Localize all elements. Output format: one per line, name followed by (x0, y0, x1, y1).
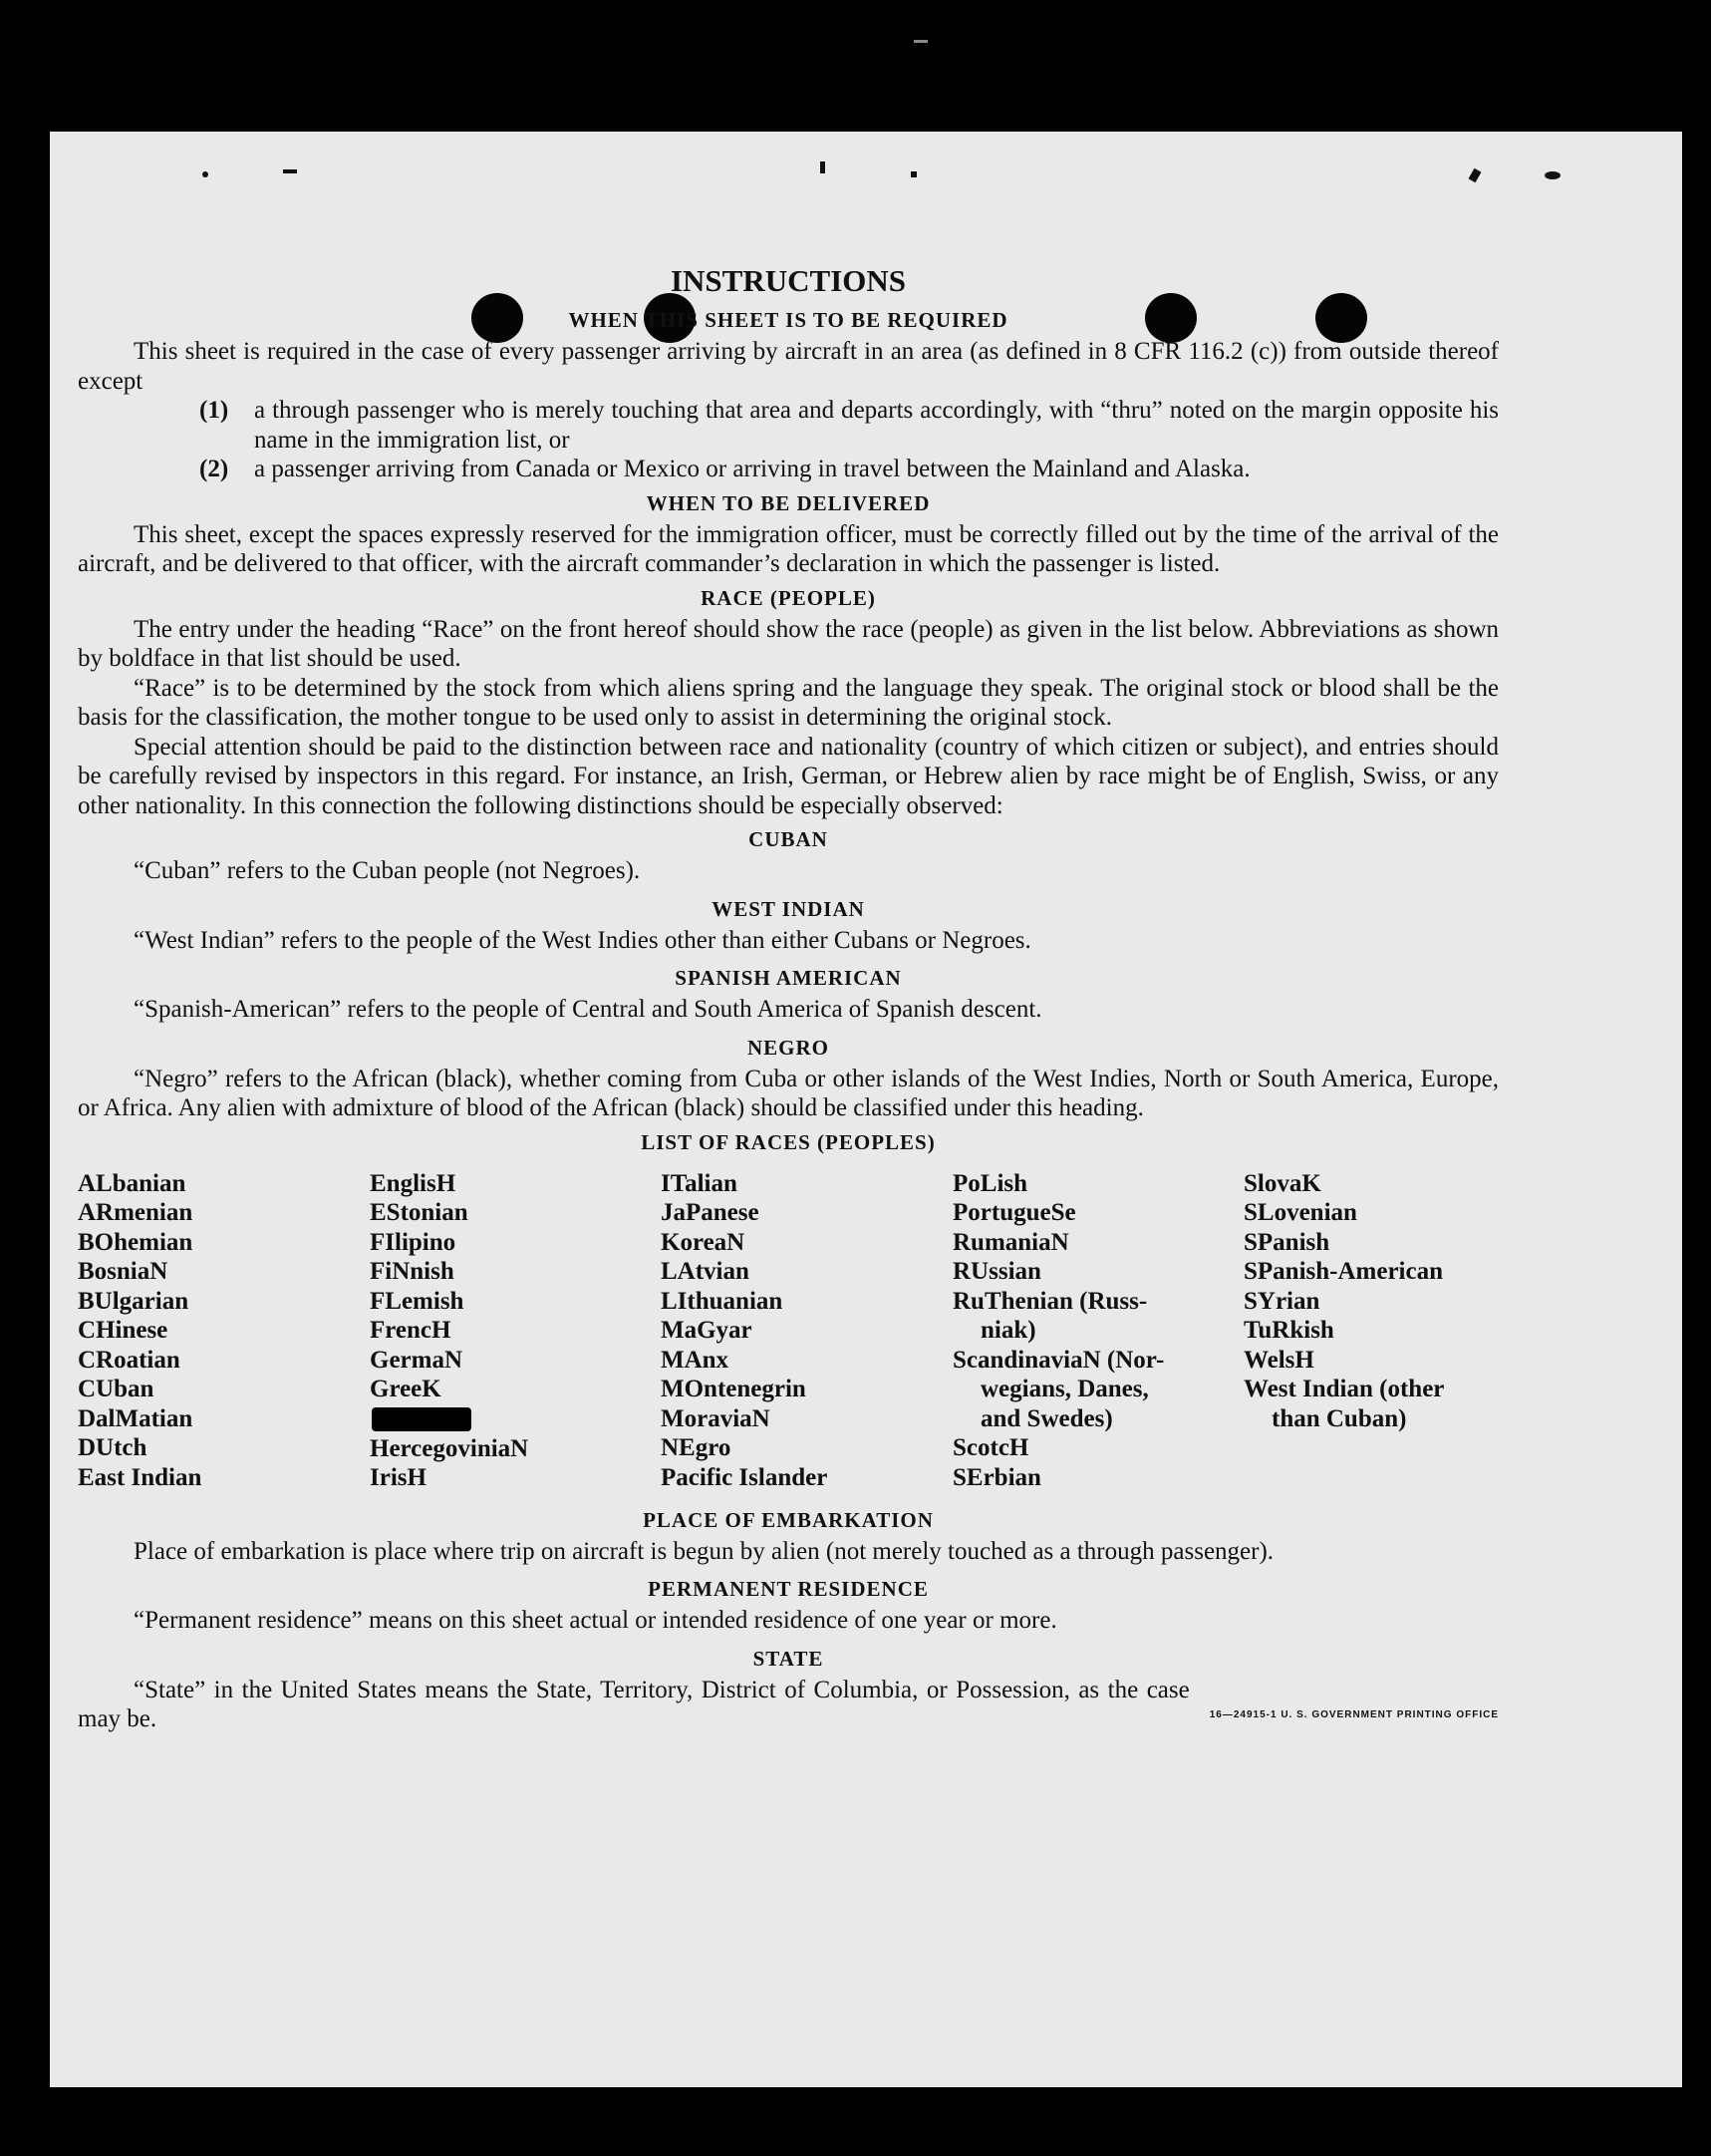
race-item: DalMatian (78, 1404, 193, 1432)
race-list (78, 1169, 1499, 1493)
race-item: ARmenian (78, 1199, 193, 1226)
race-item: RumaniaN (953, 1228, 1069, 1256)
embarkation-text: Place of embarkation is place where trip on aircraft is begun by alien (not merely touched as a through passenger). (134, 1537, 1275, 1565)
race-item: PortugueSe (953, 1199, 1076, 1226)
race-item: GreeK (370, 1376, 441, 1402)
speck (1469, 168, 1482, 182)
race-item: CHinese (78, 1317, 168, 1344)
race-item: ScotcH (953, 1434, 1029, 1461)
race-item: East Indian (78, 1463, 202, 1491)
race-paragraph-1: The entry under the heading “Race” on the front hereof should show the race (people) as given in the list below. Abbreviations as shown by boldface in that list should be used. (78, 615, 1499, 672)
race-column-3 (661, 1169, 953, 1493)
race-item: WelsH (1244, 1346, 1314, 1374)
exception-item-2 (78, 455, 1499, 484)
race-item: TuRkish (1244, 1317, 1334, 1344)
speck (283, 169, 297, 173)
race-item: MAnx (661, 1346, 729, 1374)
race-item: MaGyar (661, 1317, 752, 1344)
page-title: INSTRUCTIONS (670, 263, 906, 298)
race-item: SlovaK (1244, 1169, 1321, 1197)
race-item: RUssian (953, 1258, 1041, 1285)
race-item: Pacific Islander (661, 1463, 828, 1491)
spanish-american-text: “Spanish-American” refers to the people of Central and South America of Spanish descent. (134, 996, 1042, 1023)
race-item: DUtch (78, 1434, 147, 1461)
heading-west-indian: WEST INDIAN (712, 896, 865, 921)
speck (202, 171, 208, 177)
race-item: HercegoviniaN (370, 1434, 529, 1462)
heading-when-required: WHEN THIS SHEET IS TO BE REQUIRED (568, 308, 1008, 332)
race-item: PoLish (953, 1169, 1028, 1197)
race-item: LAtvian (661, 1258, 749, 1285)
race-item: RuThenian (Russ- (953, 1287, 1148, 1315)
west-indian-text: “West Indian” refers to the people of the West Indies other than either Cubans or Negroes. (134, 926, 1031, 954)
race-item: CRoatian (78, 1346, 180, 1374)
race-item: FiNnish (370, 1258, 454, 1285)
race-item: SLovenian (1244, 1199, 1357, 1226)
heading-embarkation: PLACE OF EMBARKATION (643, 1507, 934, 1532)
exception-number: (1) (199, 397, 229, 424)
race-paragraph-2: “Race” is to be determined by the stock from which aliens spring and the language they speak. The original stock or blood shall be the basis for the classification, the mother tongue to be used only to assist in determining the original stock. (78, 674, 1499, 731)
heading-spanish-american: SPANISH AMERICAN (675, 966, 902, 990)
exception-text: a passenger arriving from Canada or Mexico or arriving in travel between the Mainland and Alaska. (254, 456, 1251, 482)
race-item: CUban (78, 1376, 154, 1402)
race-item: MOntenegrin (661, 1376, 806, 1402)
race-item: FLemish (370, 1287, 464, 1315)
speck (911, 171, 917, 177)
race-item: IrisH (370, 1464, 427, 1491)
race-item: ALbanian (78, 1169, 186, 1197)
when-delivered-text: This sheet, except the spaces expressly reserved for the immigration officer, must be correctly filled out by the time of the arrival of the aircraft, and be delivered to that officer, with the aircraft commander’s declaration in which the passenger is listed. (78, 520, 1499, 577)
race-column-1 (78, 1169, 370, 1493)
race-item: EnglisH (370, 1169, 456, 1197)
heading-when-delivered: WHEN TO BE DELIVERED (646, 490, 931, 515)
race-item: BosniaN (78, 1258, 168, 1285)
cuban-text: “Cuban” refers to the Cuban people (not Negroes). (134, 857, 641, 884)
instructions-content (78, 261, 1499, 1734)
exception-number: (2) (199, 456, 229, 482)
race-item: West Indian (other (1244, 1376, 1445, 1402)
state-row (78, 1676, 1499, 1734)
permanent-residence-text: “Permanent residence” means on this sheet actual or intended residence of one year or more. (134, 1607, 1057, 1634)
race-item: ITalian (661, 1169, 737, 1197)
race-item: EStonian (370, 1199, 468, 1226)
race-column-5 (1244, 1169, 1499, 1493)
race-item-continued: than Cuban) (1272, 1404, 1407, 1432)
race-item: FIlipino (370, 1228, 456, 1256)
race-item: LIthuanian (661, 1287, 783, 1315)
race-item: SErbian (953, 1463, 1041, 1491)
race-item: FrencH (370, 1317, 451, 1344)
race-item: JaPanese (661, 1199, 759, 1226)
race-item: ScandinaviaN (Nor- (953, 1346, 1165, 1374)
race-paragraph-3: Special attention should be paid to the distinction between race and nationality (country of which citizen or subject), and entries should be carefully revised by inspectors in this regard. For instance, an Irish, German, or Hebrew alien by race might be of English, Swiss, or any other nationality. In this connection the following distinctions should be especially observed: (78, 733, 1499, 819)
heading-cuban: CUBAN (748, 827, 828, 851)
heading-negro: NEGRO (746, 1035, 829, 1060)
negro-text: “Negro” refers to the African (black), whether coming from Cuba or other islands of the West Indies, North or South America, Europe, or Africa. Any alien with admixture of blood of the African (black) should be classified under this heading. (78, 1065, 1499, 1121)
heading-state: STATE (752, 1646, 824, 1671)
race-item: MoraviaN (661, 1404, 770, 1432)
race-item: SPanish-American (1244, 1258, 1443, 1285)
race-item: KoreaN (661, 1228, 745, 1256)
race-item: SPanish (1244, 1228, 1330, 1256)
race-item: SYrian (1244, 1287, 1320, 1315)
heading-list-of-races: LIST OF RACES (PEOPLES) (641, 1129, 936, 1154)
race-column-2 (370, 1169, 661, 1493)
race-item: GermaN (370, 1346, 463, 1374)
redacted-entry (372, 1407, 471, 1431)
printing-office-code: 16—24915-1 U. S. GOVERNMENT PRINTING OFFICE (1209, 1709, 1499, 1720)
speck (1545, 171, 1561, 179)
scan-mark (914, 40, 928, 43)
race-item: BOhemian (78, 1228, 193, 1256)
race-column-4 (953, 1169, 1244, 1493)
race-item: BUlgarian (78, 1287, 189, 1315)
speck (820, 161, 825, 173)
race-item-continued: and Swedes) (981, 1404, 1113, 1432)
exception-text: a through passenger who is merely touching that area and departs accordingly, with “thru” noted on the margin opposite his name in the immigration list, or (254, 397, 1499, 454)
heading-permanent-residence: PERMANENT RESIDENCE (648, 1577, 929, 1601)
heading-race: RACE (PEOPLE) (701, 585, 876, 610)
state-text: “State” in the United States means the State, Territory, District of Columbia, or Possession, as the case may be. (78, 1676, 1190, 1732)
race-item-continued: wegians, Danes, (981, 1376, 1149, 1402)
race-item: NEgro (661, 1434, 731, 1461)
exception-item-1 (78, 396, 1499, 455)
when-required-text: This sheet is required in the case of every passenger arriving by aircraft in an area (as defined in 8 CFR 116.2 (c)) from outside thereof except (78, 338, 1499, 395)
race-item-continued: niak) (981, 1317, 1036, 1344)
